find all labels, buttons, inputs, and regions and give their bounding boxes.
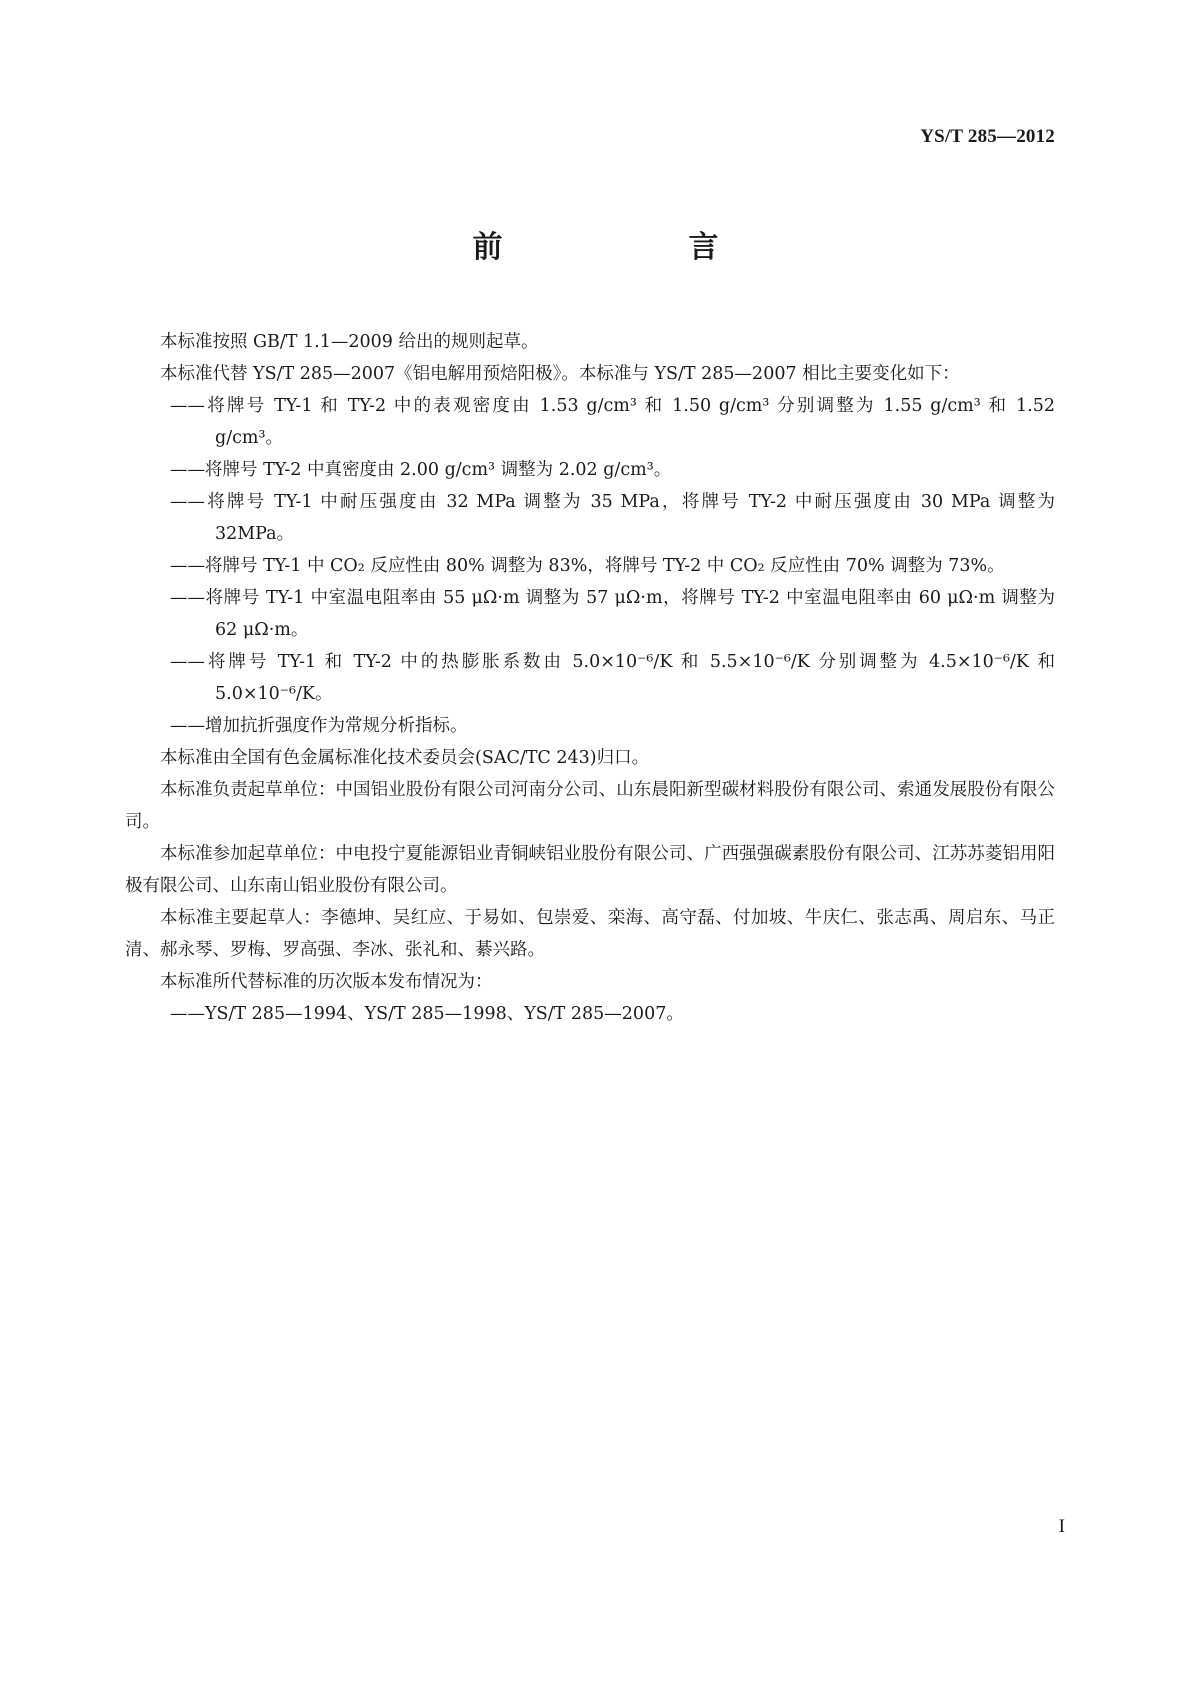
change-item: ——将牌号 TY-1 和 TY-2 中的表观密度由 1.53 g/cm³ 和 1.50 g/cm³ 分别调整为 1.55 g/cm³ 和 1.52 g/cm³。 xyxy=(170,396,1055,448)
paragraph-drafting-rules: 本标准按照 GB/T 1.1—2009 给出的规则起草。 xyxy=(160,332,539,352)
change-item: ——将牌号 TY-1 和 TY-2 中的热膨胀系数由 5.0×10⁻⁶/K 和 5.5×10⁻⁶/K 分别调整为 4.5×10⁻⁶/K 和 5.0×10⁻⁶/K。 xyxy=(170,652,1055,704)
standard-code: YS/T 285—2012 xyxy=(920,126,1055,147)
change-item: ——将牌号 TY-1 中 CO₂ 反应性由 80% 调整为 83%，将牌号 TY-2 中 CO₂ 反应性由 70% 调整为 73%。 xyxy=(170,556,1005,576)
paragraph-history-intro: 本标准所代替标准的历次版本发布情况为： xyxy=(160,972,493,992)
history-item: ——YS/T 285—1994、YS/T 285—1998、YS/T 285—2007。 xyxy=(170,1004,684,1024)
change-item: ——将牌号 TY-2 中真密度由 2.00 g/cm³ 调整为 2.02 g/cm³。 xyxy=(170,460,672,480)
paragraph-committee: 本标准由全国有色金属标准化技术委员会(SAC/TC 243)归口。 xyxy=(160,748,650,768)
paragraph-replacement: 本标准代替 YS/T 285—2007《铝电解用预焙阳极》。本标准与 YS/T 285—2007 相比主要变化如下： xyxy=(160,364,960,384)
paragraph-participating-units: 本标准参加起草单位：中电投宁夏能源铝业青铜峡铝业股份有限公司、广西强强碳素股份有限公司、江苏苏菱铝用阳极有限公司、山东南山铝业股份有限公司。 xyxy=(125,844,1055,896)
paragraph-drafters: 本标准主要起草人：李德坤、吴红应、于易如、包崇爱、栾海、高守磊、付加坡、牛庆仁、张志禹、周启东、马正清、郝永琴、罗梅、罗高强、李冰、张礼和、綦兴路。 xyxy=(125,908,1055,960)
page-title: 前 言 xyxy=(472,230,761,265)
change-item: ——将牌号 TY-1 中耐压强度由 32 MPa 调整为 35 MPa，将牌号 TY-2 中耐压强度由 30 MPa 调整为 32MPa。 xyxy=(170,492,1055,544)
page-number: I xyxy=(1058,1516,1065,1537)
change-item: ——增加抗折强度作为常规分析指标。 xyxy=(170,716,468,736)
change-item: ——将牌号 TY-1 中室温电阻率由 55 μΩ·m 调整为 57 μΩ·m，将牌号 TY-2 中室温电阻率由 60 μΩ·m 调整为 62 μΩ·m。 xyxy=(170,588,1055,640)
paragraph-responsible-units: 本标准负责起草单位：中国铝业股份有限公司河南分公司、山东晨阳新型碳材料股份有限公司、索通发展股份有限公司。 xyxy=(125,780,1055,832)
document-body xyxy=(125,326,1055,1030)
